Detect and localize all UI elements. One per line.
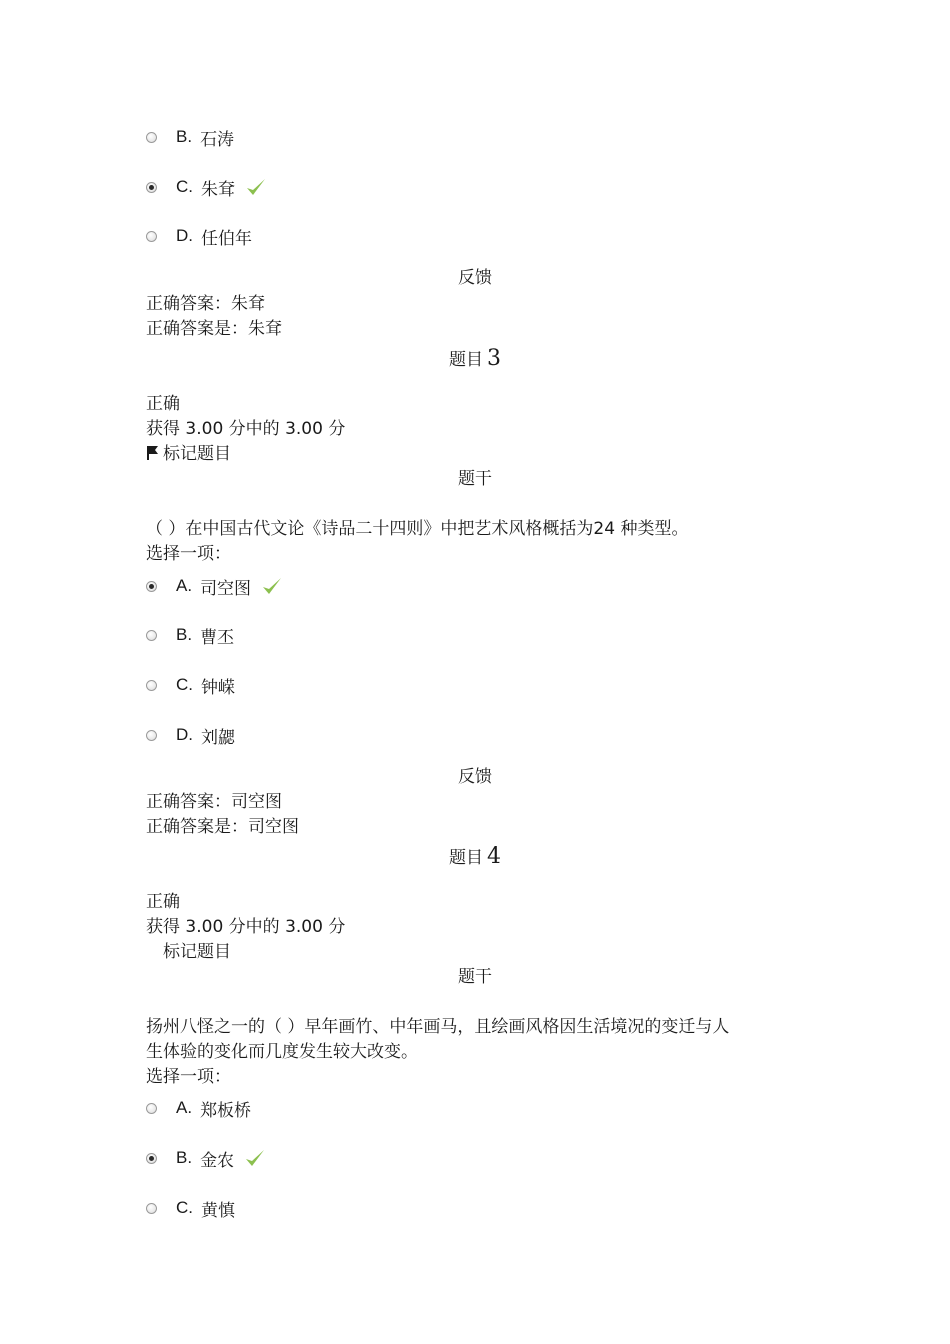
q2-option-c[interactable] xyxy=(146,174,267,200)
flag-question-link[interactable] xyxy=(146,439,231,464)
radio-button-checked[interactable] xyxy=(146,1153,157,1164)
q3-option-d[interactable] xyxy=(146,722,235,748)
option-letter: A. xyxy=(176,576,193,595)
q3-option-c[interactable] xyxy=(146,672,235,698)
q4-option-a[interactable] xyxy=(146,1095,251,1121)
question-status: 正确 xyxy=(146,394,180,414)
question-title xyxy=(0,843,950,869)
select-prompt: 选择一项： xyxy=(146,1067,231,1087)
q2-option-d[interactable] xyxy=(146,223,252,249)
select-prompt: 选择一项： xyxy=(146,544,231,564)
flag-label: 标记题目 xyxy=(163,444,231,464)
option-letter: B. xyxy=(176,1148,193,1167)
option-text: 曹丕 xyxy=(200,627,235,648)
option-text: 郑板桥 xyxy=(200,1100,252,1121)
radio-button[interactable] xyxy=(146,680,157,691)
flag-icon xyxy=(146,445,160,461)
question-title-label: 题目 xyxy=(449,350,483,370)
option-letter: C. xyxy=(176,177,193,196)
option-letter: C. xyxy=(176,675,193,694)
feedback-heading: 反馈 xyxy=(458,767,492,787)
q4-option-b[interactable] xyxy=(146,1145,266,1171)
option-text: 黄慎 xyxy=(201,1200,235,1221)
option-text: 钟嵘 xyxy=(201,677,235,698)
question-text: （ ）在中国古代文论《诗品二十四则》中把艺术风格概括为24 种类型。 xyxy=(146,519,689,539)
correct-answer-line: 正确答案：朱耷 xyxy=(146,294,265,314)
option-letter: B. xyxy=(176,625,193,644)
radio-button-checked[interactable] xyxy=(146,182,157,193)
q3-option-b[interactable] xyxy=(146,622,234,648)
option-text: 金农 xyxy=(200,1150,235,1171)
correct-answer-line: 正确答案是：司空图 xyxy=(146,817,299,837)
radio-button[interactable] xyxy=(146,1203,157,1214)
feedback-heading: 反馈 xyxy=(458,268,492,288)
q2-option-b[interactable] xyxy=(146,124,234,150)
option-text: 任伯年 xyxy=(201,228,252,249)
stem-heading: 题干 xyxy=(458,967,492,987)
question-score: 获得 3.00 分中的 3.00 分 xyxy=(146,419,346,439)
option-letter: B. xyxy=(176,127,193,146)
correct-answer-line: 正确答案是：朱耷 xyxy=(146,319,282,339)
question-title xyxy=(0,345,950,371)
option-text: 朱耷 xyxy=(201,179,235,200)
option-letter: D. xyxy=(176,725,193,744)
radio-button[interactable] xyxy=(146,730,157,741)
radio-button-checked[interactable] xyxy=(146,581,157,592)
radio-button[interactable] xyxy=(146,132,157,143)
radio-button[interactable] xyxy=(146,1103,157,1114)
option-text: 刘勰 xyxy=(201,727,235,748)
question-number: 3 xyxy=(487,346,501,371)
option-text: 司空图 xyxy=(200,578,252,599)
q3-option-a[interactable] xyxy=(146,573,283,599)
option-letter: A. xyxy=(176,1098,193,1117)
question-status: 正确 xyxy=(146,892,180,912)
flag-question-link[interactable] xyxy=(163,937,231,962)
option-letter: D. xyxy=(176,226,193,245)
question-text: 生体验的变化而几度发生较大改变。 xyxy=(146,1042,418,1062)
q4-option-c[interactable] xyxy=(146,1195,235,1221)
option-text: 石涛 xyxy=(200,129,235,150)
flag-label: 标记题目 xyxy=(163,942,231,962)
option-letter: C. xyxy=(176,1198,193,1217)
correct-check-icon xyxy=(245,176,267,198)
question-number: 4 xyxy=(487,844,501,869)
correct-check-icon xyxy=(244,1147,266,1169)
question-text: 扬州八怪之一的（ ）早年画竹、中年画马，且绘画风格因生活境况的变迁与人 xyxy=(146,1017,730,1037)
correct-answer-line: 正确答案：司空图 xyxy=(146,792,282,812)
correct-check-icon xyxy=(261,575,283,597)
radio-button[interactable] xyxy=(146,630,157,641)
stem-heading: 题干 xyxy=(458,469,492,489)
question-score: 获得 3.00 分中的 3.00 分 xyxy=(146,917,346,937)
question-title-label: 题目 xyxy=(449,848,483,868)
radio-button[interactable] xyxy=(146,231,157,242)
